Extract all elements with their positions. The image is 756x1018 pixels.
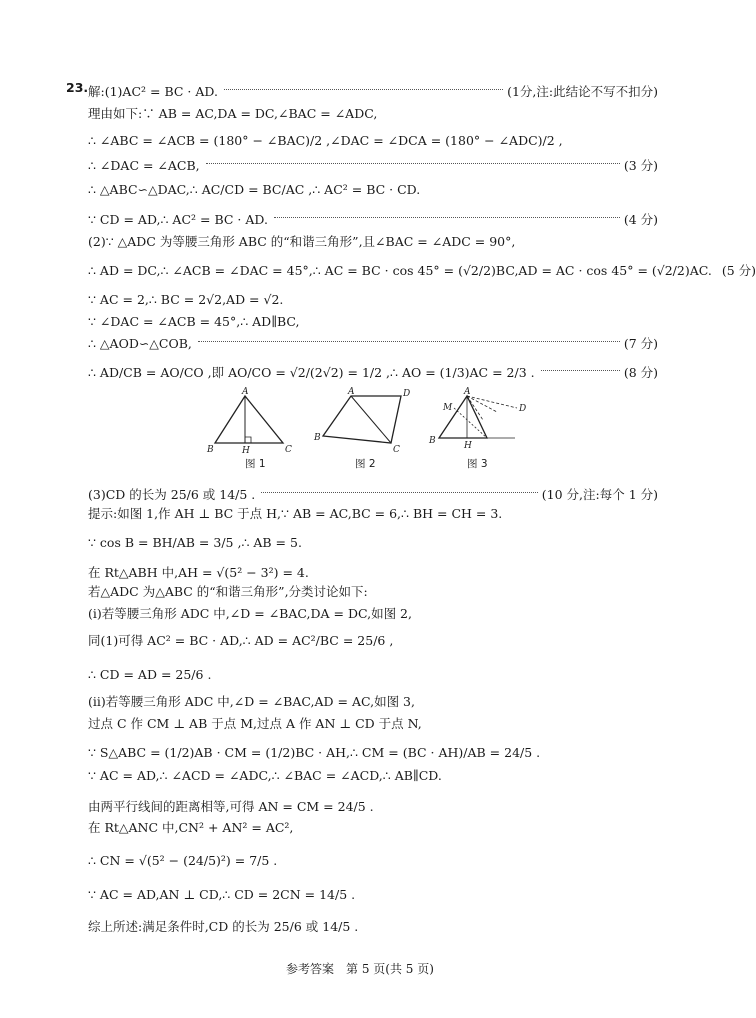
score-note: (5 分)	[721, 263, 756, 278]
fig3-caption: 图 3	[467, 458, 488, 470]
score-note: (8 分)	[623, 365, 658, 380]
solution-line	[88, 124, 658, 158]
fig2-label-a: A	[348, 387, 355, 397]
solution-line	[88, 712, 658, 736]
solution-line	[88, 102, 658, 126]
fig2-caption: 图 2	[355, 458, 376, 470]
score-note: (1分,注:此结论不写不扣分)	[507, 84, 658, 99]
solution-line-text: ∵ AC = AD,∴ ∠ACD = ∠ADC,∴ ∠BAC = ∠ACD,∴ AB∥CD.	[88, 768, 442, 783]
solution-line-text: 解:(1)AC² = BC · AD.	[88, 84, 218, 99]
solution-line-text: ∴ ∠DAC = ∠ACB,	[88, 158, 200, 173]
solution-line	[88, 844, 658, 878]
solution-line	[88, 502, 658, 526]
solution-line-text: 在 Rt△ANC 中,CN² + AN² = AC²,	[88, 820, 294, 835]
score-note: (10 分,注:每个 1 分)	[541, 487, 658, 502]
score-note: (3 分)	[623, 158, 658, 173]
solution-line	[88, 910, 658, 944]
solution-line-text: 理由如下:∵ AB = AC,DA = DC,∠BAC = ∠ADC,	[88, 106, 378, 121]
fig2-label-d: D	[403, 389, 411, 399]
solution-line	[88, 526, 658, 560]
solution-line-text: (ⅰ)若等腰三角形 ADC 中,∠D = ∠BAC,DA = DC,如图 2,	[88, 606, 412, 621]
solution-line	[88, 658, 658, 692]
solution-line-text: (2)∵ △ADC 为等腰三角形 ABC 的“和谐三角形”,且∠BAC = ∠ADC = 90°,	[88, 234, 516, 249]
solution-line-text: ∵ S△ABC = (1/2)AB · CM = (1/2)BC · AH,∴ CM = (BC · AH)/AB = 24/5 .	[88, 745, 541, 760]
solution-line-text: ∵ ∠DAC = ∠ACB = 45°,∴ AD∥BC,	[88, 314, 300, 329]
solution-line-text: ∴ AD/CB = AO/CO ,即 AO/CO = √2/(2√2) = 1/2 ,∴ AO = (1/3)AC = 2/3 .	[88, 365, 535, 380]
solution-line-text: 在 Rt△ABH 中,AH = √(5² − 3²) = 4.	[88, 565, 309, 580]
solution-line-text: 过点 C 作 CM ⊥ AB 于点 M,过点 A 作 AN ⊥ CD 于点 N,	[88, 716, 422, 731]
page-footer: 参考答案 第 5 页(共 5 页)	[286, 962, 434, 976]
solution-line-text: ∴ CN = √(5² − (24/5)²) = 7/5 .	[88, 853, 278, 868]
fig3-label-m: M	[443, 403, 453, 413]
solution-line	[88, 230, 658, 254]
solution-line-text: (ⅱ)若等腰三角形 ADC 中,∠D = ∠BAC,AD = AC,如图 3,	[88, 694, 415, 709]
solution-line-text: ∴ AD = DC,∴ ∠ACB = ∠DAC = 45°,∴ AC = BC · cos 45° = (√2/2)BC,AD = AC · cos 45° = (√2/2)AC.	[88, 263, 712, 278]
figure-1	[205, 388, 300, 458]
figure-3	[427, 388, 527, 458]
solution-line	[88, 332, 658, 356]
solution-line-text: ∴ CD = AD = 25/6 .	[88, 667, 212, 682]
solution-line	[88, 580, 658, 604]
solution-line-text: 同(1)可得 AC² = BC · AD,∴ AD = AC²/BC = 25/6 ,	[88, 633, 394, 648]
solution-line	[88, 254, 756, 288]
solution-line	[88, 154, 658, 178]
solution-line-text: ∵ AC = 2,∴ BC = 2√2,AD = √2.	[88, 292, 284, 307]
fig3-label-d: D	[519, 404, 527, 414]
solution-line-text: ∴ ∠ABC = ∠ACB = (180° − ∠BAC)/2 ,∠DAC = ∠DCA = (180° − ∠ADC)/2 ,	[88, 133, 563, 148]
fig1-label-a: A	[242, 387, 249, 397]
solution-line-text: ∴ △AOD∽△COB,	[88, 336, 192, 351]
score-note: (7 分)	[623, 336, 658, 351]
solution-line	[88, 878, 658, 912]
fig3-label-h: H	[464, 441, 472, 451]
leader-dots	[206, 162, 620, 164]
fig2-label-b: B	[314, 433, 321, 443]
fig2-label-c: C	[393, 445, 400, 455]
score-note: (4 分)	[623, 212, 658, 227]
solution-line	[88, 310, 658, 334]
solution-line-text: (3)CD 的长为 25/6 或 14/5 .	[88, 487, 256, 502]
fig1-label-b: B	[207, 445, 214, 455]
solution-line	[88, 816, 658, 840]
figure-2	[313, 388, 418, 458]
fig1-caption: 图 1	[245, 458, 266, 470]
fig1-label-c: C	[285, 445, 292, 455]
leader-dots	[541, 369, 620, 371]
solution-line-text: 由两平行线间的距离相等,可得 AN = CM = 24/5 .	[88, 799, 374, 814]
solution-line-text: ∵ AC = AD,AN ⊥ CD,∴ CD = 2CN = 14/5 .	[88, 887, 356, 902]
solution-line	[88, 208, 658, 232]
solution-line-text: 综上所述:满足条件时,CD 的长为 25/6 或 14/5 .	[88, 919, 359, 934]
solution-line-text: ∴ △ABC∽△DAC,∴ AC/CD = BC/AC ,∴ AC² = BC · CD.	[88, 182, 421, 197]
figures-row	[205, 388, 525, 468]
solution-line	[88, 356, 658, 390]
fig3-label-a: A	[464, 387, 471, 397]
solution-line	[88, 80, 658, 104]
solution-line-text: 若△ADC 为△ABC 的“和谐三角形”,分类讨论如下:	[88, 584, 368, 599]
solution-line-text: 提示:如图 1,作 AH ⊥ BC 于点 H,∵ AB = AC,BC = 6,∴ BH = CH = 3.	[88, 506, 503, 521]
solution-line-text: ∵ cos B = BH/AB = 3/5 ,∴ AB = 5.	[88, 535, 302, 550]
solution-line	[88, 624, 658, 658]
leader-dots	[224, 88, 503, 90]
fig1-label-h: H	[242, 446, 250, 456]
solution-line	[88, 602, 658, 626]
solution-line	[88, 764, 658, 788]
leader-dots	[274, 216, 620, 218]
solution-line	[88, 288, 658, 312]
solution-line	[88, 690, 658, 714]
leader-dots	[261, 491, 538, 493]
solution-line	[88, 178, 658, 202]
question-number: 23.	[66, 80, 89, 95]
leader-dots	[198, 340, 620, 342]
solution-line-text: ∵ CD = AD,∴ AC² = BC · AD.	[88, 212, 268, 227]
fig3-label-b: B	[429, 436, 436, 446]
